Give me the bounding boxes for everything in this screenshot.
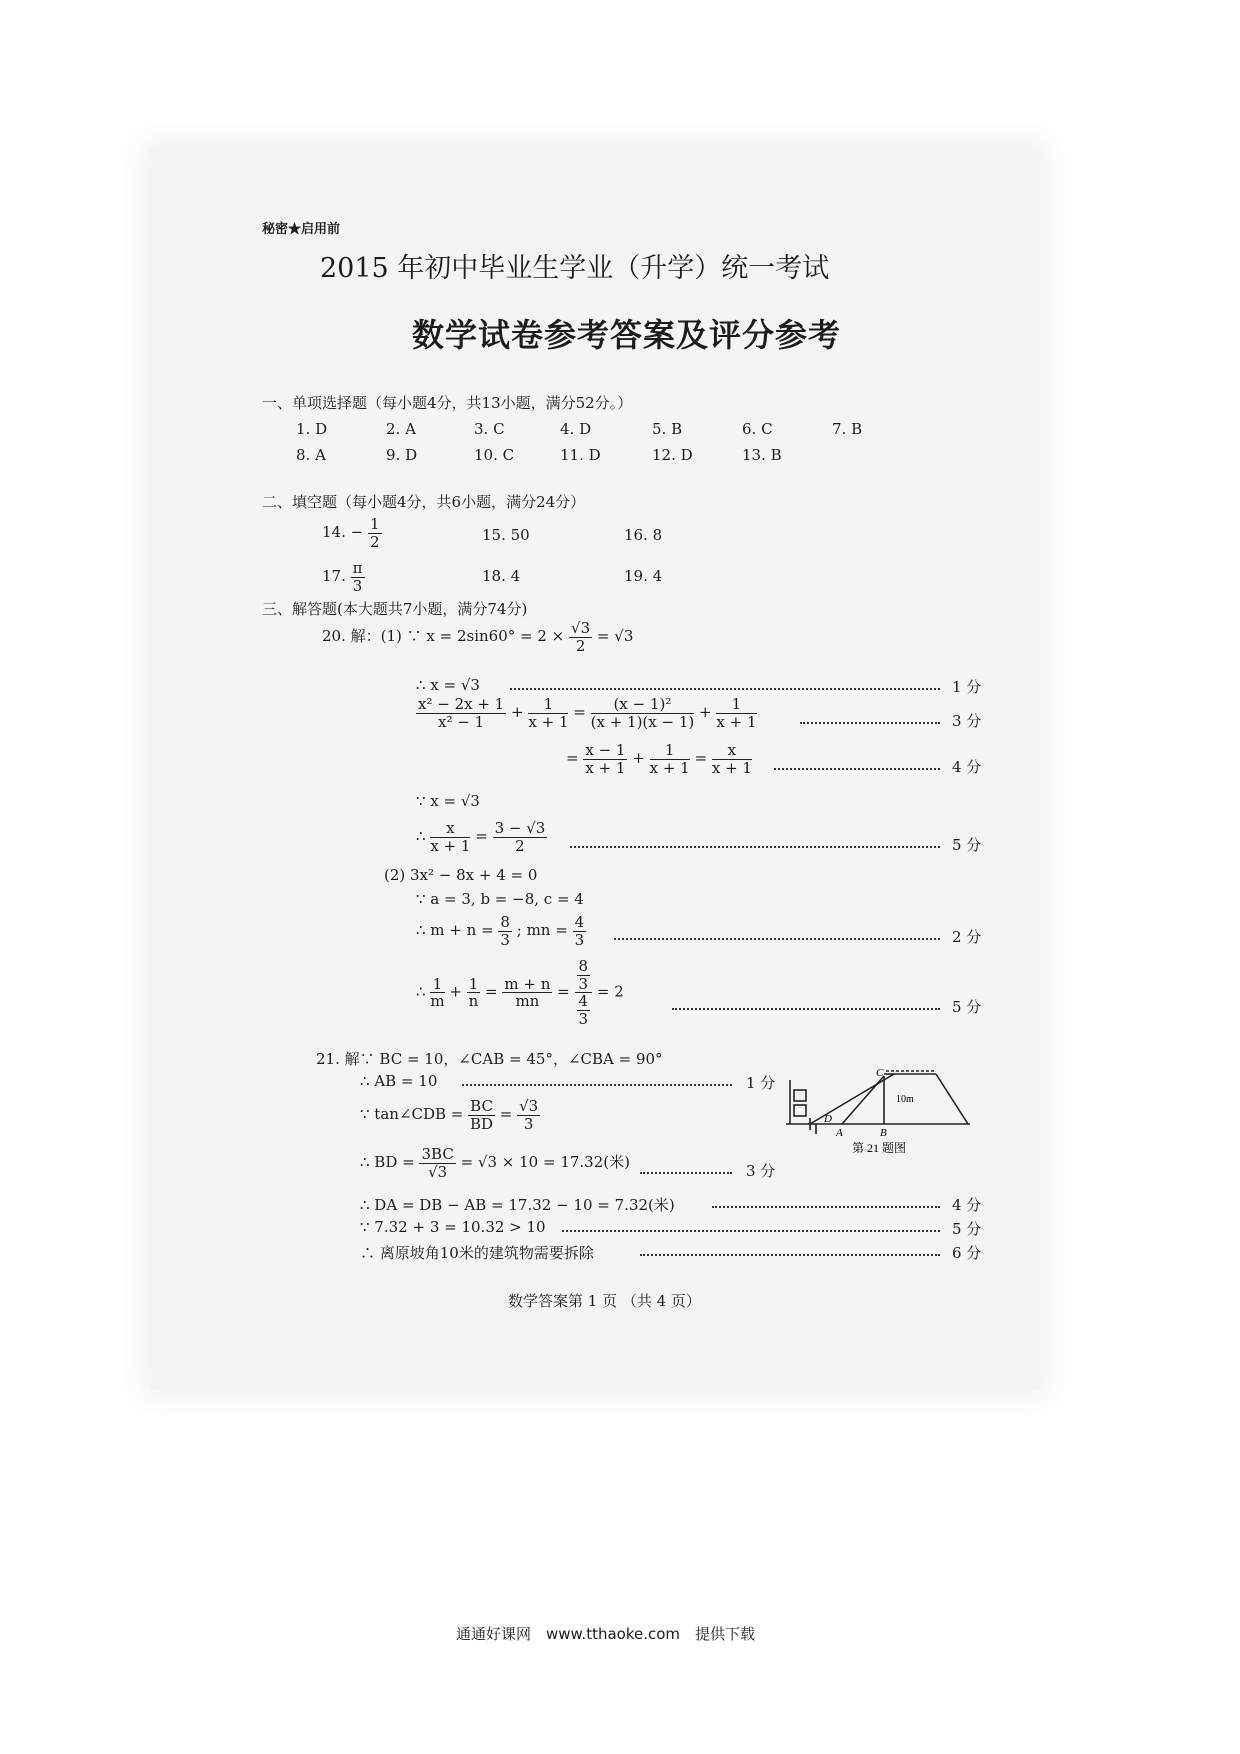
q21-line-6: ∵ 7.32 + 3 = 10.32 > 10 xyxy=(360,1218,546,1236)
q20-p2-l4-cn-num: 8 xyxy=(578,957,589,975)
q20-l6-d2: 2 xyxy=(515,836,525,855)
q21-l3-d1: BD xyxy=(470,1114,494,1133)
q17-fraction xyxy=(351,560,365,594)
q17-number: 17. xyxy=(322,567,346,585)
q20-l3-d4: x + 1 xyxy=(716,712,757,731)
answer-12: 12. D xyxy=(652,446,693,464)
q14-denominator: 2 xyxy=(370,532,380,551)
q20-p2-l4-eq2: = xyxy=(557,982,570,1001)
q20-part2-line-2: ∵ a = 3, b = −8, c = 4 xyxy=(416,890,584,908)
score-mark: 3 分 xyxy=(952,712,982,730)
q20-p2-l3-frac1 xyxy=(498,914,512,948)
q21-line-7: ∴ 离原坡角10米的建筑物需要拆除 xyxy=(360,1244,594,1262)
q20-p2-l3-pre: ∴ m + n = xyxy=(416,921,494,939)
q20-p2-l3-frac2 xyxy=(573,914,587,948)
q21-l3-frac2 xyxy=(517,1098,540,1132)
q20-part2-line-4 xyxy=(416,958,624,1027)
dot-leader xyxy=(640,1254,940,1256)
q20-l4-n2: 1 xyxy=(650,742,690,760)
slope-line-ac xyxy=(842,1076,884,1124)
q20-p2-l4-tail: = 2 xyxy=(596,982,624,1001)
answer-10: 10. C xyxy=(474,446,515,464)
q17-denominator: 3 xyxy=(352,576,363,595)
q20-p2-l4-n3: m + n xyxy=(504,974,551,993)
fill-answer-14 xyxy=(322,516,382,550)
q21-figure xyxy=(786,1068,986,1158)
q20-p2-l4-frac1 xyxy=(430,976,444,1010)
section1-title: 一、单项选择题（每小题4分，共13小题，满分52分。） xyxy=(262,394,633,412)
q20-line-1-tail: = √3 xyxy=(596,627,634,645)
answer-3: 3. C xyxy=(474,420,505,438)
q21-l4-frac xyxy=(419,1146,455,1180)
fill-answer-19: 19. 4 xyxy=(624,567,663,585)
section2-title: 二、填空题（每小题4分，共6小题，满分24分） xyxy=(262,493,586,511)
q20-l3-n1: x² − 2x + 1 xyxy=(418,695,505,713)
dam-right-slope xyxy=(936,1074,968,1124)
q20-p2-l4-d2: n xyxy=(468,992,479,1010)
q20-line-6 xyxy=(416,820,547,854)
dot-leader xyxy=(562,1230,940,1232)
dot-leader xyxy=(570,846,940,848)
q20-p2-l4-complex-num xyxy=(575,958,593,993)
q21-l4-pre: ∴ BD = xyxy=(360,1153,415,1171)
score-mark: 1 分 xyxy=(952,678,982,696)
score-mark: 5 分 xyxy=(952,998,982,1016)
q20-l4-eq2: = xyxy=(694,749,708,767)
answer-1: 1. D xyxy=(296,420,328,438)
q20-l4-d1: x + 1 xyxy=(585,758,626,777)
label-c: C xyxy=(876,1068,884,1079)
q20-p2-l4-pre: ∴ xyxy=(416,982,426,1001)
q20-l6-n2: 3 − √3 xyxy=(494,819,546,837)
q14-fraction xyxy=(368,516,382,550)
q20-l3-d1: x² − 1 xyxy=(438,712,485,731)
q20-line-4 xyxy=(566,742,752,776)
answer-4: 4. D xyxy=(560,420,592,438)
q20-l4-n3: x xyxy=(712,742,752,760)
q21-line-3 xyxy=(360,1098,540,1132)
dot-leader xyxy=(462,1084,732,1086)
fill-answer-17 xyxy=(322,560,365,594)
answer-8: 8. A xyxy=(296,446,326,464)
q20-l4-frac3 xyxy=(712,742,752,776)
q20-l3-plus-2: + xyxy=(699,703,712,721)
q20-p2-l4-complex-fraction xyxy=(575,958,593,1027)
answer-9: 9. D xyxy=(386,446,418,464)
building-window xyxy=(794,1105,806,1116)
q20-l4-frac1 xyxy=(583,742,627,776)
q20-l6-frac2 xyxy=(493,820,548,854)
q21-l4-tail: = √3 × 10 = 17.32(米) xyxy=(460,1153,630,1171)
q20-l3-n4: 1 xyxy=(716,696,756,714)
q20-p2-l4-d1: m xyxy=(430,992,445,1010)
q20-l4-d3: x + 1 xyxy=(711,758,752,777)
q20-l3-n3: (x − 1)² xyxy=(591,696,695,714)
dot-leader xyxy=(774,768,940,770)
q20-p2-l4-n2: 1 xyxy=(468,974,479,993)
q20-p2-l3-n2: 4 xyxy=(574,913,585,931)
q20-p2-l4-n1: 1 xyxy=(430,976,444,994)
q20-l3-d2: x + 1 xyxy=(528,712,569,731)
answer-7: 7. B xyxy=(832,420,863,438)
q20-p2-l4-complex-den xyxy=(575,993,593,1027)
answer-5: 5. B xyxy=(652,420,683,438)
q20-l4-n1: x − 1 xyxy=(585,741,626,759)
score-mark: 5 分 xyxy=(952,836,982,854)
q20-l6-eq: = xyxy=(475,827,488,845)
q20-p2-l4-cn-den: 3 xyxy=(578,974,589,993)
q20-p2-l4-cd-den: 3 xyxy=(578,1009,589,1028)
q20-line-2: ∴ x = √3 xyxy=(416,676,480,694)
q20-l6-d1: x + 1 xyxy=(430,836,471,855)
q20-line-1-fraction xyxy=(569,620,592,654)
q20-l4-plus: + xyxy=(632,749,645,767)
q21-l4-n: 3BC xyxy=(421,1145,454,1163)
q21-l3-eq: = xyxy=(499,1105,513,1123)
answer-6: 6. C xyxy=(742,420,773,438)
score-mark: 5 分 xyxy=(952,1220,982,1238)
score-mark: 3 分 xyxy=(746,1162,776,1180)
q20-l3-d3: (x + 1)(x − 1) xyxy=(590,712,695,731)
q21-line-5: ∴ DA = DB − AB = 17.32 − 10 = 7.32(米) xyxy=(360,1196,675,1214)
q20-p2-l4-plus: + xyxy=(449,982,462,1001)
label-10m: 10m xyxy=(896,1094,914,1105)
label-a: A xyxy=(836,1127,843,1139)
document-title: 数学试卷参考答案及评分参考 xyxy=(412,316,842,354)
q20-p2-l3-n1: 8 xyxy=(500,913,510,931)
q20-l4-d2: x + 1 xyxy=(649,758,690,777)
exam-title: 2015 年初中毕业生学业（升学）统一考试 xyxy=(320,253,830,284)
q20-p2-l3-d2: 3 xyxy=(574,930,585,949)
score-mark: 1 分 xyxy=(746,1074,776,1092)
secret-label: 秘密★启用前 xyxy=(262,222,341,237)
dot-leader xyxy=(800,722,940,724)
q20-l1-den: 2 xyxy=(575,636,586,655)
q20-l3-plus: + xyxy=(511,703,524,721)
download-note: 通通好课网 www.tthaoke.com 提供下载 xyxy=(456,1625,756,1643)
q20-line-5: ∵ x = √3 xyxy=(416,792,480,810)
score-mark: 6 分 xyxy=(952,1244,982,1262)
label-b: B xyxy=(880,1127,887,1139)
dot-leader xyxy=(614,938,940,940)
q20-line-3 xyxy=(416,696,757,730)
q21-l3-pre: ∵ tan∠CDB = xyxy=(360,1105,464,1123)
section3-title: 三、解答题(本大题共7小题，满分74分) xyxy=(262,600,528,618)
q21-l3-frac1 xyxy=(468,1098,495,1132)
q20-line-1-text: 20. 解：(1) ∵ x = 2sin60° = 2 × xyxy=(322,627,565,645)
q20-p2-l3-mid: ; mn = xyxy=(516,921,568,939)
q20-l3-frac4 xyxy=(716,696,756,730)
q14-numerator: 1 xyxy=(370,515,380,533)
q17-numerator: π xyxy=(352,559,363,577)
q20-l3-frac3 xyxy=(591,696,695,730)
dot-leader xyxy=(640,1172,732,1174)
answer-11: 11. D xyxy=(560,446,601,464)
dot-leader xyxy=(712,1206,940,1208)
label-d: D xyxy=(824,1113,832,1125)
q20-p2-l3-d1: 3 xyxy=(500,930,510,949)
q20-p2-l4-frac2 xyxy=(467,976,481,1010)
answer-2: 2. A xyxy=(386,420,416,438)
q20-l6-frac1 xyxy=(430,820,470,854)
q20-p2-l4-cd-num: 4 xyxy=(578,992,589,1010)
q20-line-1 xyxy=(322,620,633,654)
dot-leader xyxy=(672,1008,940,1010)
figure-caption: 第 21 题图 xyxy=(852,1141,907,1155)
q20-p2-l4-d3: mn xyxy=(515,992,540,1010)
fill-answer-16: 16. 8 xyxy=(624,526,663,544)
building-window xyxy=(794,1090,806,1101)
q21-line-4 xyxy=(360,1146,630,1180)
q21-line-2: ∴ AB = 10 xyxy=(360,1072,438,1090)
slope-line-dc xyxy=(810,1074,894,1124)
q20-p2-l4-frac3 xyxy=(502,976,552,1010)
q20-l6-pre: ∴ xyxy=(416,827,426,845)
q14-number: 14. xyxy=(322,523,346,541)
q20-l3-eq: = xyxy=(573,703,586,721)
dot-leader xyxy=(510,688,940,690)
q20-p2-l4-eq: = xyxy=(485,982,498,1001)
q20-l3-frac1 xyxy=(416,696,506,730)
q20-l3-n2: 1 xyxy=(528,696,568,714)
q20-l1-num: √3 xyxy=(571,619,591,637)
page-number: 数学答案第 1 页 （共 4 页） xyxy=(508,1292,701,1310)
q21-l4-d: √3 xyxy=(428,1162,448,1181)
q20-l4-eq: = xyxy=(566,749,579,767)
score-mark: 4 分 xyxy=(952,1196,982,1214)
answer-13: 13. B xyxy=(742,446,782,464)
fill-answer-18: 18. 4 xyxy=(482,567,521,585)
q20-l3-frac2 xyxy=(528,696,568,730)
q21-line-1: 21. 解∵ BC = 10，∠CAB = 45°，∠CBA = 90° xyxy=(316,1050,663,1068)
q21-l3-d2: 3 xyxy=(523,1114,534,1133)
score-mark: 4 分 xyxy=(952,758,982,776)
q20-part2-line-1: (2) 3x² − 8x + 4 = 0 xyxy=(384,866,538,884)
q14-sign: − xyxy=(350,523,364,541)
q20-l4-frac2 xyxy=(650,742,690,776)
q20-l6-n1: x xyxy=(430,820,470,838)
score-mark: 2 分 xyxy=(952,928,982,946)
q20-part2-line-3 xyxy=(416,914,586,948)
fill-answer-15: 15. 50 xyxy=(482,526,530,544)
q21-l3-n2: √3 xyxy=(519,1097,539,1115)
q21-l3-n1: BC xyxy=(470,1097,493,1115)
